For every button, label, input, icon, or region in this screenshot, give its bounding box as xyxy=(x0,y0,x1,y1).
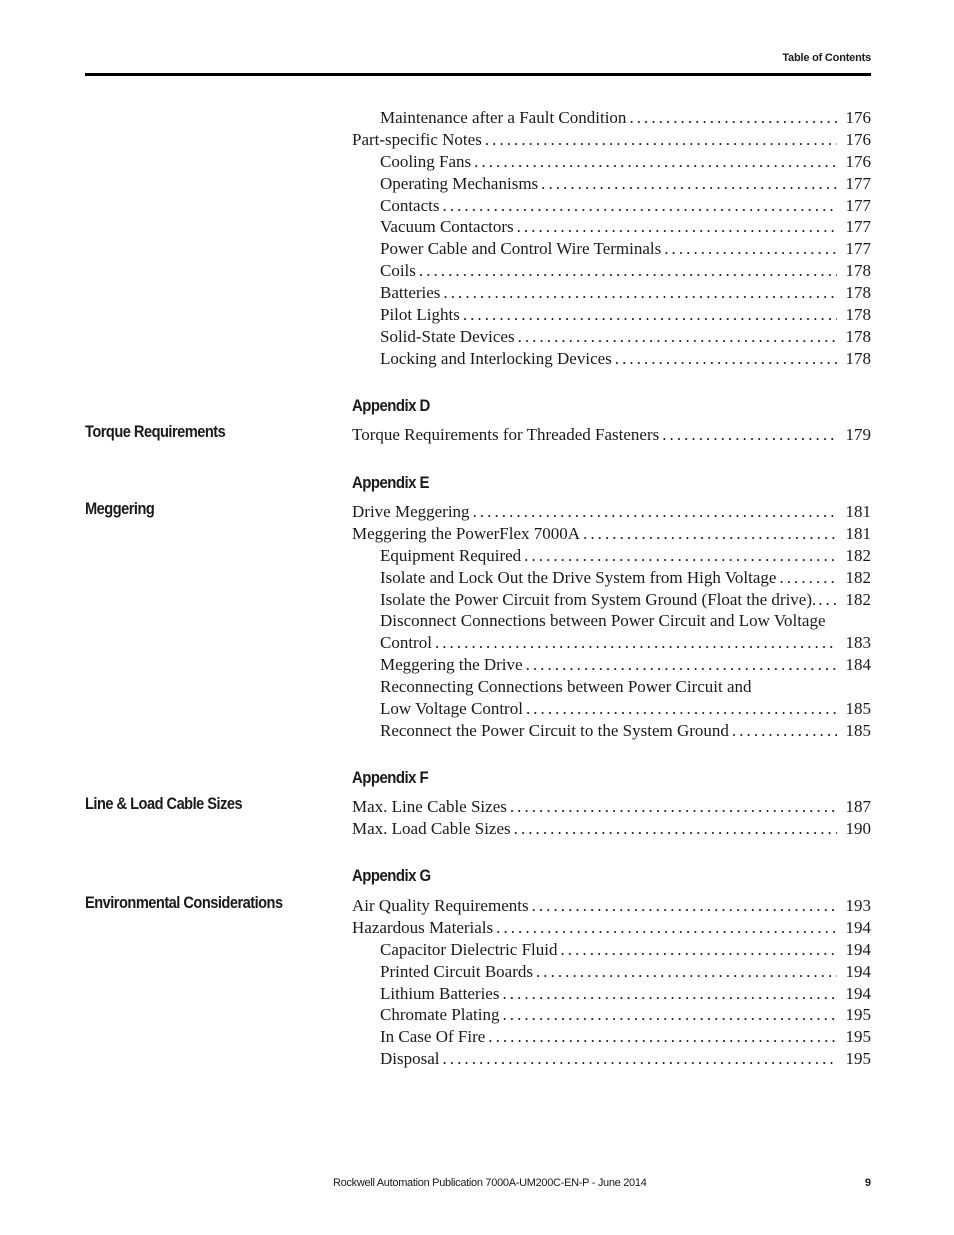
toc-entry[interactable]: Cooling Fans . . . 176 xyxy=(352,151,871,173)
chapter-title-torque-requirements: Torque Requirements xyxy=(85,422,226,441)
toc-appendix-g-list xyxy=(352,895,871,1070)
appendix-g-label: Appendix G xyxy=(352,866,431,885)
toc-entry[interactable]: Chromate Plating . . . 195 xyxy=(352,1004,871,1026)
toc-entry[interactable]: Solid-State Devices . . . 178 xyxy=(352,326,871,348)
toc-entry[interactable]: Max. Line Cable Sizes . . . 187 xyxy=(352,796,871,818)
header-rule xyxy=(85,73,871,76)
toc-entry[interactable]: Printed Circuit Boards . . . 194 xyxy=(352,961,871,983)
toc-entry[interactable]: Air Quality Requirements . . . 193 xyxy=(352,895,871,917)
toc-entry[interactable]: Meggering the PowerFlex 7000A . . . 181 xyxy=(352,523,871,545)
toc-entry[interactable]: Operating Mechanisms . . . 177 xyxy=(352,173,871,195)
toc-entry[interactable]: Reconnect the Power Circuit to the System Ground . . . 185 xyxy=(352,720,871,742)
toc-entry[interactable]: Maintenance after a Fault Condition . . . 176 xyxy=(352,107,871,129)
toc-appendix-f-list xyxy=(352,796,871,840)
appendix-d-label: Appendix D xyxy=(352,396,430,415)
page-number: 9 xyxy=(864,1177,871,1189)
toc-entry[interactable]: Lithium Batteries . . . 194 xyxy=(352,983,871,1005)
toc-entry[interactable]: Hazardous Materials . . . 194 xyxy=(352,917,871,939)
toc-entry[interactable]: Max. Load Cable Sizes . . . 190 xyxy=(352,818,871,840)
toc-continued-list xyxy=(352,107,871,370)
toc-entry[interactable]: Low Voltage Control . . . 185 xyxy=(352,698,871,720)
toc-entry[interactable]: Contacts . . . 177 xyxy=(352,195,871,217)
toc-entry[interactable]: Part-specific Notes . . . 176 xyxy=(352,129,871,151)
publication-info: Rockwell Automation Publication 7000A-UM200C-EN-P - June 2014 xyxy=(333,1177,647,1189)
toc-entry-continued[interactable]: Disconnect Connections between Power Circuit and Low Voltage xyxy=(380,611,826,631)
toc-entry[interactable]: Meggering the Drive . . . 184 xyxy=(352,654,871,676)
toc-entry[interactable]: Drive Meggering . . . 181 xyxy=(352,501,871,523)
toc-entry[interactable]: Control . . . 183 xyxy=(352,632,871,654)
header-section-title: Table of Contents xyxy=(782,52,871,64)
toc-entry[interactable]: Isolate the Power Circuit from System Ground (Float the drive). . . . 182 xyxy=(352,589,871,611)
toc-entry-continued[interactable]: Reconnecting Connections between Power Circuit and xyxy=(380,677,752,697)
toc-entry[interactable]: Equipment Required . . . 182 xyxy=(352,545,871,567)
chapter-title-line-load-cable-sizes: Line & Load Cable Sizes xyxy=(85,794,243,813)
toc-entry[interactable]: In Case Of Fire . . . 195 xyxy=(352,1026,871,1048)
appendix-e-label: Appendix E xyxy=(352,473,430,492)
toc-entry[interactable]: Capacitor Dielectric Fluid . . . 194 xyxy=(352,939,871,961)
toc-appendix-e-list xyxy=(352,501,871,742)
toc-entry[interactable]: Coils . . . 178 xyxy=(352,260,871,282)
toc-entry[interactable]: Pilot Lights . . . 178 xyxy=(352,304,871,326)
toc-entry[interactable]: Batteries . . . 178 xyxy=(352,282,871,304)
appendix-f-label: Appendix F xyxy=(352,768,429,787)
toc-appendix-d-list xyxy=(352,424,871,446)
chapter-title-environmental-considerations: Environmental Considerations xyxy=(85,893,283,912)
toc-entry[interactable]: Disposal . . . 195 xyxy=(352,1048,871,1070)
toc-entry[interactable]: Isolate and Lock Out the Drive System from High Voltage . . . 182 xyxy=(352,567,871,589)
toc-entry[interactable]: Vacuum Contactors . . . 177 xyxy=(352,216,871,238)
toc-entry[interactable]: Torque Requirements for Threaded Fasteners . . . 179 xyxy=(352,424,871,446)
chapter-title-meggering: Meggering xyxy=(85,499,155,518)
toc-entry[interactable]: Power Cable and Control Wire Terminals . . . 177 xyxy=(352,238,871,260)
toc-entry[interactable]: Locking and Interlocking Devices . . . 178 xyxy=(352,348,871,370)
